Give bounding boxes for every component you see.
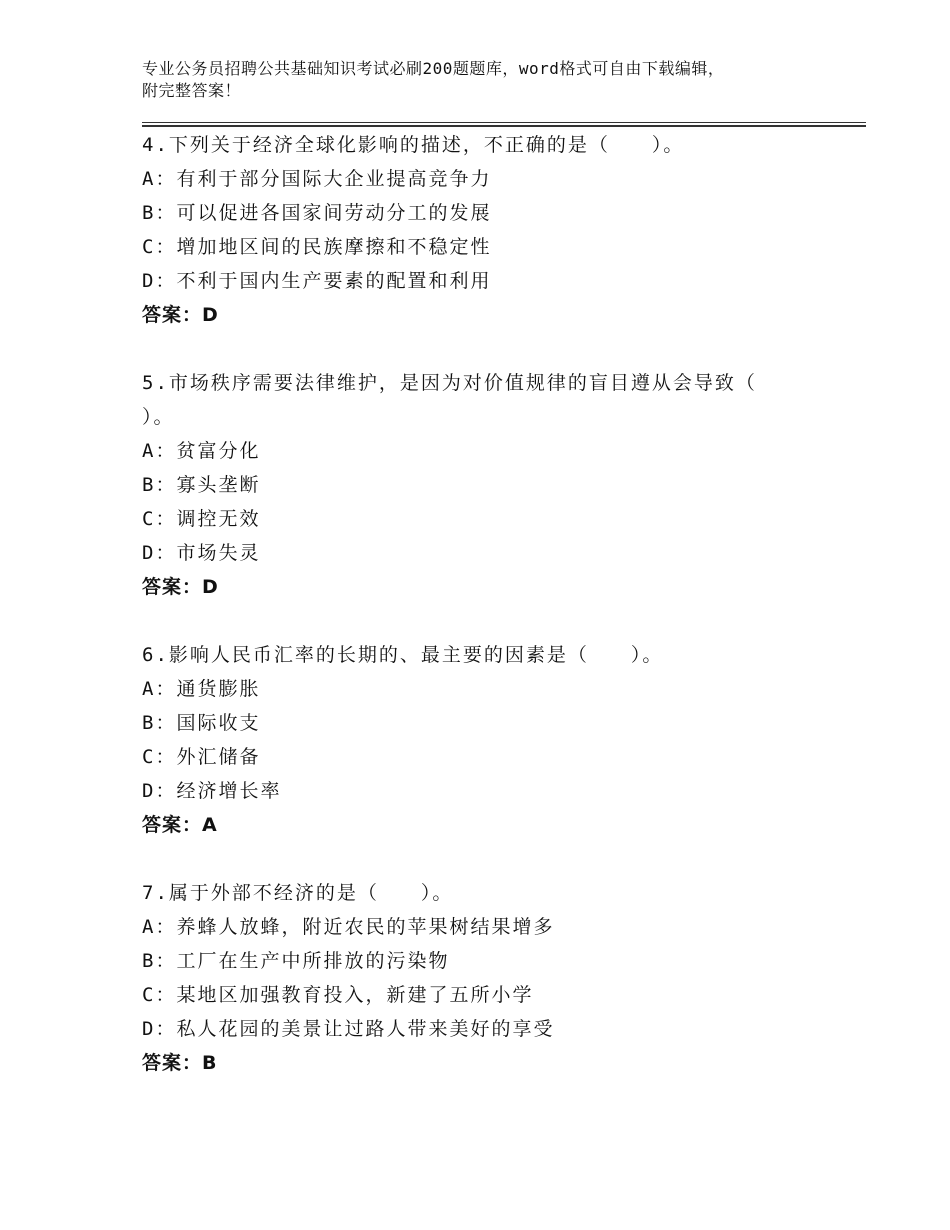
option-c: C：外汇储备	[142, 746, 261, 768]
option-b: B：寡头垄断	[142, 474, 261, 496]
option-c: C：增加地区间的民族摩擦和不稳定性	[142, 236, 492, 258]
option-a: A：有利于部分国际大企业提高竞争力	[142, 168, 492, 190]
option-d: D：私人花园的美景让过路人带来美好的享受	[142, 1018, 555, 1040]
document-header	[142, 58, 822, 102]
question-stem-line-1: 5.市场秩序需要法律维护，是因为对价值规律的盲目遵从会导致（	[142, 372, 757, 394]
header-line-2: 附完整答案！	[142, 81, 242, 100]
question-list	[142, 128, 862, 1114]
option-a: A：养蜂人放蜂，附近农民的苹果树结果增多	[142, 916, 555, 938]
answer-label: 答案：B	[142, 1052, 218, 1074]
option-d: D：经济增长率	[142, 780, 282, 802]
question-4	[142, 128, 862, 332]
header-line-1: 专业公务员招聘公共基础知识考试必刷200题题库，word格式可自由下载编辑，	[142, 59, 725, 78]
option-a: A：贫富分化	[142, 440, 261, 462]
answer-label: 答案：D	[142, 576, 219, 598]
header-divider-thin	[142, 122, 866, 123]
question-5	[142, 366, 862, 604]
header-divider-thick	[142, 125, 866, 127]
answer-label: 答案：A	[142, 814, 218, 836]
option-b: B：可以促进各国家间劳动分工的发展	[142, 202, 492, 224]
answer-label: 答案：D	[142, 304, 219, 326]
question-stem-line-2: ）。	[142, 406, 175, 428]
option-b: B：国际收支	[142, 712, 261, 734]
option-b: B：工厂在生产中所排放的污染物	[142, 950, 450, 972]
option-a: A：通货膨胀	[142, 678, 261, 700]
question-stem: 4.下列关于经济全球化影响的描述，不正确的是（ ）。	[142, 134, 685, 156]
question-6	[142, 638, 862, 842]
option-c: C：调控无效	[142, 508, 261, 530]
option-c: C：某地区加强教育投入，新建了五所小学	[142, 984, 534, 1006]
question-stem: 6.影响人民币汇率的长期的、最主要的因素是（ ）。	[142, 644, 664, 666]
question-stem: 7.属于外部不经济的是（ ）。	[142, 882, 454, 904]
option-d: D：不利于国内生产要素的配置和利用	[142, 270, 492, 292]
question-7	[142, 876, 862, 1080]
option-d: D：市场失灵	[142, 542, 261, 564]
